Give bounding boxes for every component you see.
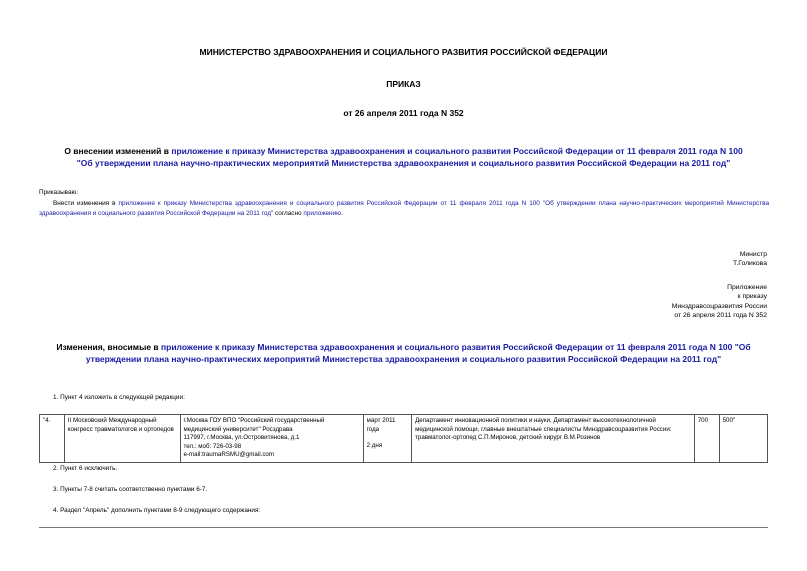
- order-text-suffix: согласно: [273, 210, 304, 217]
- date-duration: 2 дня: [366, 442, 383, 450]
- changes-title-link[interactable]: приложение к приказу Министерства здравоохранения и социального развития Российской Федерации от 11 февраля 2011 года N 100 "Об утверждении плана научно-практических мероприятий Министерства здравоохранения и социального развития Российской Федерации на 2011 год": [85, 342, 751, 364]
- org-line: г.Москва ГОУ ВПО "Российский государственный: [183, 417, 325, 424]
- item-3: 3. Пункты 7-8 считать соответственно пунктами 6-7.: [53, 486, 208, 493]
- appendix-line1: Приложение: [727, 284, 767, 291]
- item-2: 2. Пункт 6 исключить.: [53, 465, 118, 472]
- ministry-title: МИНИСТЕРСТВО ЗДРАВООХРАНЕНИЯ И СОЦИАЛЬНОГО РАЗВИТИЯ РОССИЙСКОЙ ФЕДЕРАЦИИ: [199, 47, 608, 57]
- order-text: [39, 199, 769, 219]
- appendix-line4: от 26 апреля 2011 года N 352: [674, 312, 767, 320]
- table-row: [40, 415, 768, 463]
- resp-line: медицинской помощи, главные внештатные специалисты Минздравсоцразвития России:: [415, 425, 672, 433]
- order-text-end: .: [340, 210, 343, 217]
- cell-count1: 700: [694, 415, 719, 463]
- signature-name: Т.Голикова: [732, 260, 767, 268]
- events-table: [39, 414, 768, 463]
- doc-type: ПРИКАЗ: [386, 79, 421, 89]
- signature: [733, 250, 767, 269]
- item-4: 4. Раздел "Апрель" дополнить пунктами 8-9 следующего содержания:: [53, 507, 261, 514]
- order-intro: Приказываю:: [39, 189, 79, 196]
- changes-title: [39, 341, 768, 365]
- cell-count2: 500": [719, 415, 767, 463]
- resp-line: травматолог-ортопед С.П.Миронов, детский хирург В.М.Розинов: [415, 434, 601, 442]
- title-link-line2[interactable]: "Об утверждении плана научно-практических мероприятий Министерства здравоохранения и социального развития Российской Федерации на 2011 год": [76, 158, 731, 168]
- document-title: [0, 145, 807, 169]
- cell-responsible: [412, 415, 695, 463]
- org-email: e-mail:traumaRSMU@gmail.com: [183, 451, 275, 459]
- org-line: тел.: моб: 726-03-98: [183, 442, 242, 450]
- order-text-prefix: Внести изменения в: [53, 200, 119, 207]
- item-1: 1. Пункт 4 изложить в следующей редакции:: [53, 394, 185, 401]
- cell-organization: [180, 415, 363, 463]
- appendix-line2: к приказу: [737, 293, 767, 301]
- event-line: II Московский Международный: [67, 417, 157, 424]
- signature-position: Министр: [739, 251, 767, 258]
- bottom-divider: [39, 527, 768, 528]
- changes-title-prefix: Изменения, вносимые в: [56, 342, 161, 352]
- order-appendix-link[interactable]: приложению: [303, 210, 341, 217]
- resp-line: Департамент инновационной политики и науки, Департамент высокотехнологичной: [415, 417, 656, 424]
- cell-number: "4.: [40, 415, 65, 463]
- title-prefix: О внесении изменений в: [64, 146, 172, 156]
- event-line: конгресс травматологов и ортопедов: [67, 425, 174, 433]
- org-line: 117997, г.Москва, ул.Островитянова, д.1: [183, 434, 300, 442]
- appendix-line3: Минздравсоцразвития России: [671, 302, 767, 310]
- cell-event: [64, 415, 180, 463]
- title-link[interactable]: приложение к приказу Министерства здравоохранения и социального развития Российской Федерации от 11 февраля 2011 года N 100: [171, 146, 743, 156]
- cell-date: [363, 415, 411, 463]
- appendix-block: [672, 283, 767, 321]
- org-line: медицинский университет" Росздрава: [183, 425, 293, 433]
- doc-date-number: от 26 апреля 2011 года N 352: [343, 108, 464, 118]
- date-line: март 2011: [366, 417, 396, 424]
- date-line: года: [366, 425, 380, 433]
- order-text-link[interactable]: приложение к приказу Министерства здравоохранения и социального развития Российской Федерации от 11 февраля 2011 года N 100 "Об утверждении плана научно-практических мероприятий Министерства здравоохранения и социального развития Российской Федерации на 2011 год": [39, 200, 769, 217]
